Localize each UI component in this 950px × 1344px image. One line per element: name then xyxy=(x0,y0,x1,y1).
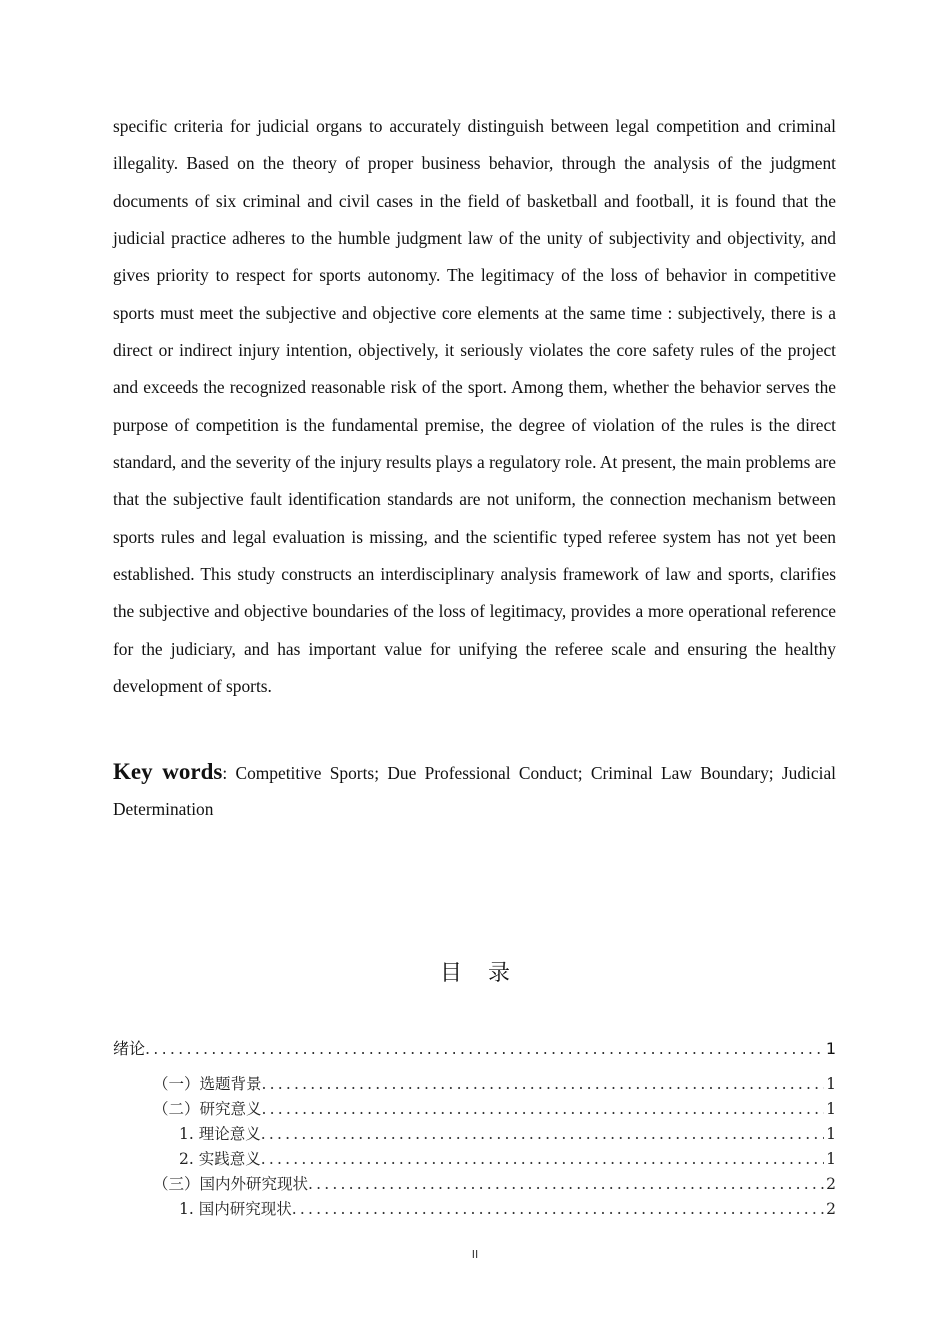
toc-entry-background[interactable] xyxy=(113,1072,836,1097)
toc-entry-significance[interactable] xyxy=(113,1097,836,1122)
toc-leader-dots xyxy=(261,1150,824,1168)
keywords-separator: : xyxy=(222,763,236,783)
keywords-line xyxy=(113,754,836,827)
toc-entry-introduction[interactable] xyxy=(113,1036,836,1072)
toc-leader-dots xyxy=(262,1075,825,1093)
toc-entry-page: 1 xyxy=(825,1039,836,1058)
toc-entry-label: 1. 理论意义 xyxy=(179,1125,261,1143)
toc-entry-research-status[interactable] xyxy=(113,1172,836,1197)
toc-entry-page: 1 xyxy=(826,1100,836,1118)
abstract-paragraph: specific criteria for judicial organs to accurately distinguish between legal competition and criminal illegality. Based on the theory of proper business behavior, through the analysis of the judgment documents of six criminal and civil cases in the field of basketball and football, it is found that the judicial practice adheres to the humble judgment law of the unity of subjectivity and objectivity, and gives priority to respect for sports autonomy. The legitimacy of the loss of behavior in competitive sports must meet the subjective and objective core elements at the same time : subjectively, there is a direct or indirect injury intention, objectively, it seriously violates the core safety rules of the project and exceeds the recognized reasonable risk of the sport. Among them, whether the behavior serves the purpose of competition is the fundamental premise, the degree of violation of the rules is the direct standard, and the severity of the injury results plays a regulatory role. At present, the main problems are that the subjective fault identification standards are not uniform, the connection mechanism between sports rules and legal evaluation is missing, and the scientific typed referee system has not yet been established. This study constructs an interdisciplinary analysis framework of law and sports, clarifies the subjective and objective boundaries of the loss of legitimacy, provides a more operational reference for the judiciary, and has important value for unifying the referee scale and ensuring the healthy development of sports. xyxy=(113,116,836,697)
toc-leader-dots xyxy=(292,1200,824,1218)
toc-title xyxy=(0,956,950,987)
toc-entry-domestic-research[interactable] xyxy=(113,1197,836,1222)
toc-entry-page: 1 xyxy=(826,1125,836,1143)
toc-entry-page: 1 xyxy=(826,1075,836,1093)
toc-title-left: 目 xyxy=(439,961,462,986)
toc-entry-page: 2 xyxy=(826,1200,836,1218)
toc-entry-label: （三）国内外研究现状 xyxy=(153,1175,309,1193)
toc-leader-dots xyxy=(308,1175,824,1193)
toc-entry-label: 2. 实践意义 xyxy=(179,1150,261,1168)
toc-leader-dots xyxy=(145,1039,824,1058)
toc-entry-label: （二）研究意义 xyxy=(153,1100,262,1118)
toc-entry-label: 1. 国内研究现状 xyxy=(179,1200,292,1218)
keywords-label: Key words xyxy=(113,759,223,784)
toc-title-right: 录 xyxy=(488,961,511,986)
toc-entry-practical-significance[interactable] xyxy=(113,1147,836,1172)
toc-entry-theoretical-significance[interactable] xyxy=(113,1122,836,1147)
toc-leader-dots xyxy=(262,1100,825,1118)
toc-entry-label: 绪论 xyxy=(113,1039,146,1058)
toc-entry-page: 1 xyxy=(826,1150,836,1168)
keywords-text: Competitive Sports; Due Professional Conduct; Criminal Law Boundary; Judicial Determination xyxy=(113,763,836,819)
table-of-contents xyxy=(113,1036,836,1222)
toc-entry-page: 2 xyxy=(826,1175,836,1193)
page-number: II xyxy=(471,1248,479,1261)
toc-entry-label: （一）选题背景 xyxy=(153,1075,262,1093)
toc-leader-dots xyxy=(261,1125,824,1143)
